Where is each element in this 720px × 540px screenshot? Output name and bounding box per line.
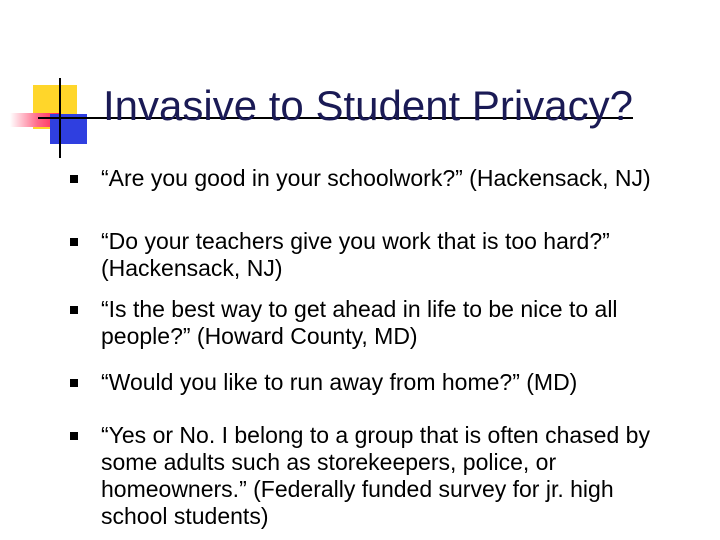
slide-title: Invasive to Student Privacy? <box>103 82 633 129</box>
bullet-square-icon <box>70 306 78 314</box>
bullet-text: “Would you like to run away from home?” (MD) <box>101 369 578 395</box>
bullet-text: “Is the best way to get ahead in life to be nice to all people?” (Howard County, MD) <box>101 296 618 349</box>
bullet-text: “Are you good in your schoolwork?” (Hackensack, NJ) <box>101 165 651 191</box>
bullet-square-icon <box>70 432 78 440</box>
bullet-text: “Yes or No. I belong to a group that is often chased by some adults such as storekeepers, police, or homeowners.” (Federally funded survey for jr. high school students) <box>101 422 650 529</box>
bullet-square-icon <box>70 175 78 183</box>
bullet-square-icon <box>70 379 78 387</box>
bullet-text: “Do your teachers give you work that is too hard?” (Hackensack, NJ) <box>101 228 610 281</box>
bullet-square-icon <box>70 238 78 246</box>
